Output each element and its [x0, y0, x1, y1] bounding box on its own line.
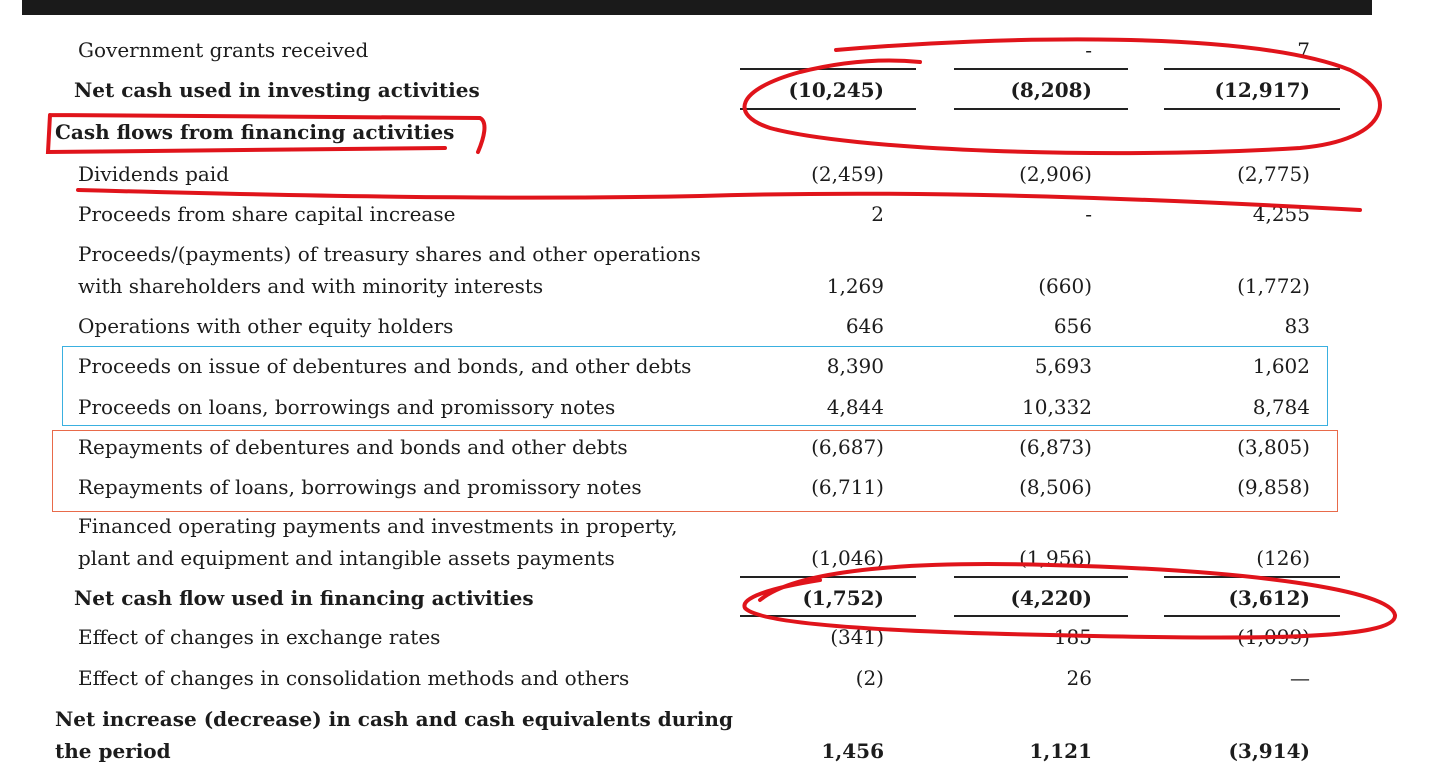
row-label-line1: Proceeds/(payments) of treasury shares and other operations	[78, 242, 701, 266]
subtotal-rule	[954, 576, 1128, 578]
value-col1: (6,711)	[811, 475, 884, 499]
row-label: Effect of changes in exchange rates	[78, 625, 441, 649]
subtotal-rule	[740, 108, 916, 110]
subtotal-rule	[1164, 108, 1340, 110]
value-col1: 1,456	[821, 739, 884, 763]
subtotal-rule	[954, 108, 1128, 110]
row-label: Dividends paid	[78, 162, 229, 186]
value-col3: 7	[1297, 38, 1310, 62]
value-col2: (6,873)	[1019, 435, 1092, 459]
value-col2: (660)	[1038, 274, 1092, 298]
row-label: Proceeds on issue of debentures and bonds, and other debts	[78, 354, 692, 378]
value-col1: (2,459)	[811, 162, 884, 186]
subtotal-rule	[1164, 576, 1340, 578]
value-col3: (12,917)	[1214, 78, 1310, 102]
value-col2: -	[1085, 202, 1092, 226]
row-label-line2: with shareholders and with minority interests	[78, 274, 544, 298]
value-col1: 2	[871, 202, 884, 226]
value-col3: (3,612)	[1228, 586, 1310, 610]
row-label: Proceeds from share capital increase	[78, 202, 456, 226]
value-col1: (2)	[855, 666, 884, 690]
subtotal-rule	[1164, 615, 1340, 617]
value-col3: (2,775)	[1237, 162, 1310, 186]
value-col2: (8,506)	[1019, 475, 1092, 499]
value-col2: 185	[1053, 625, 1092, 649]
value-col3: (3,914)	[1228, 739, 1310, 763]
row-label-line2: the period	[55, 739, 171, 763]
value-col3: (126)	[1256, 546, 1310, 570]
section-heading: Cash flows from financing activities	[55, 120, 455, 144]
value-col3: —	[1290, 666, 1310, 690]
value-col1: (1,046)	[811, 546, 884, 570]
subtotal-rule	[954, 68, 1128, 70]
subtotal-rule	[740, 68, 916, 70]
row-label: Repayments of loans, borrowings and promissory notes	[78, 475, 642, 499]
row-label: Effect of changes in consolidation methods and others	[78, 666, 630, 690]
value-col1: 8,390	[826, 354, 884, 378]
value-col3: 1,602	[1252, 354, 1310, 378]
value-col3: 83	[1284, 314, 1310, 338]
value-col2: 10,332	[1022, 395, 1092, 419]
subtotal-rule	[740, 615, 916, 617]
row-label-line2: plant and equipment and intangible assets payments	[78, 546, 615, 570]
header-bar	[22, 0, 1372, 15]
value-col3: (1,772)	[1237, 274, 1310, 298]
value-col1: 4,844	[826, 395, 884, 419]
value-col1: (6,687)	[811, 435, 884, 459]
value-col1: (1,752)	[802, 586, 884, 610]
value-col1: (10,245)	[788, 78, 884, 102]
subtotal-rule	[954, 615, 1128, 617]
value-col3: (3,805)	[1237, 435, 1310, 459]
value-col1: (341)	[830, 625, 884, 649]
value-col2: (8,208)	[1010, 78, 1092, 102]
value-col3: (1,099)	[1237, 625, 1310, 649]
row-label: Proceeds on loans, borrowings and promissory notes	[78, 395, 616, 419]
value-col2: (4,220)	[1010, 586, 1092, 610]
row-label-line1: Financed operating payments and investments in property,	[78, 514, 678, 538]
row-label: Net cash flow used in financing activities	[74, 586, 534, 610]
value-col2: 1,121	[1029, 739, 1092, 763]
value-col1: 646	[845, 314, 884, 338]
value-col3: (9,858)	[1237, 475, 1310, 499]
value-col2: 26	[1066, 666, 1092, 690]
value-col1: 1,269	[826, 274, 884, 298]
value-col2: 656	[1053, 314, 1092, 338]
value-col2: -	[1085, 38, 1092, 62]
value-col2: 5,693	[1034, 354, 1092, 378]
subtotal-rule	[1164, 68, 1340, 70]
row-label: Net cash used in investing activities	[74, 78, 480, 102]
value-col3: 8,784	[1252, 395, 1310, 419]
row-label: Repayments of debentures and bonds and other debts	[78, 435, 628, 459]
row-label: Operations with other equity holders	[78, 314, 454, 338]
subtotal-rule	[740, 576, 916, 578]
row-label-line1: Net increase (decrease) in cash and cash equivalents during	[55, 707, 733, 731]
value-col2: (2,906)	[1019, 162, 1092, 186]
value-col3: 4,255	[1252, 202, 1310, 226]
row-label: Government grants received	[78, 38, 369, 62]
value-col2: (1,956)	[1019, 546, 1092, 570]
